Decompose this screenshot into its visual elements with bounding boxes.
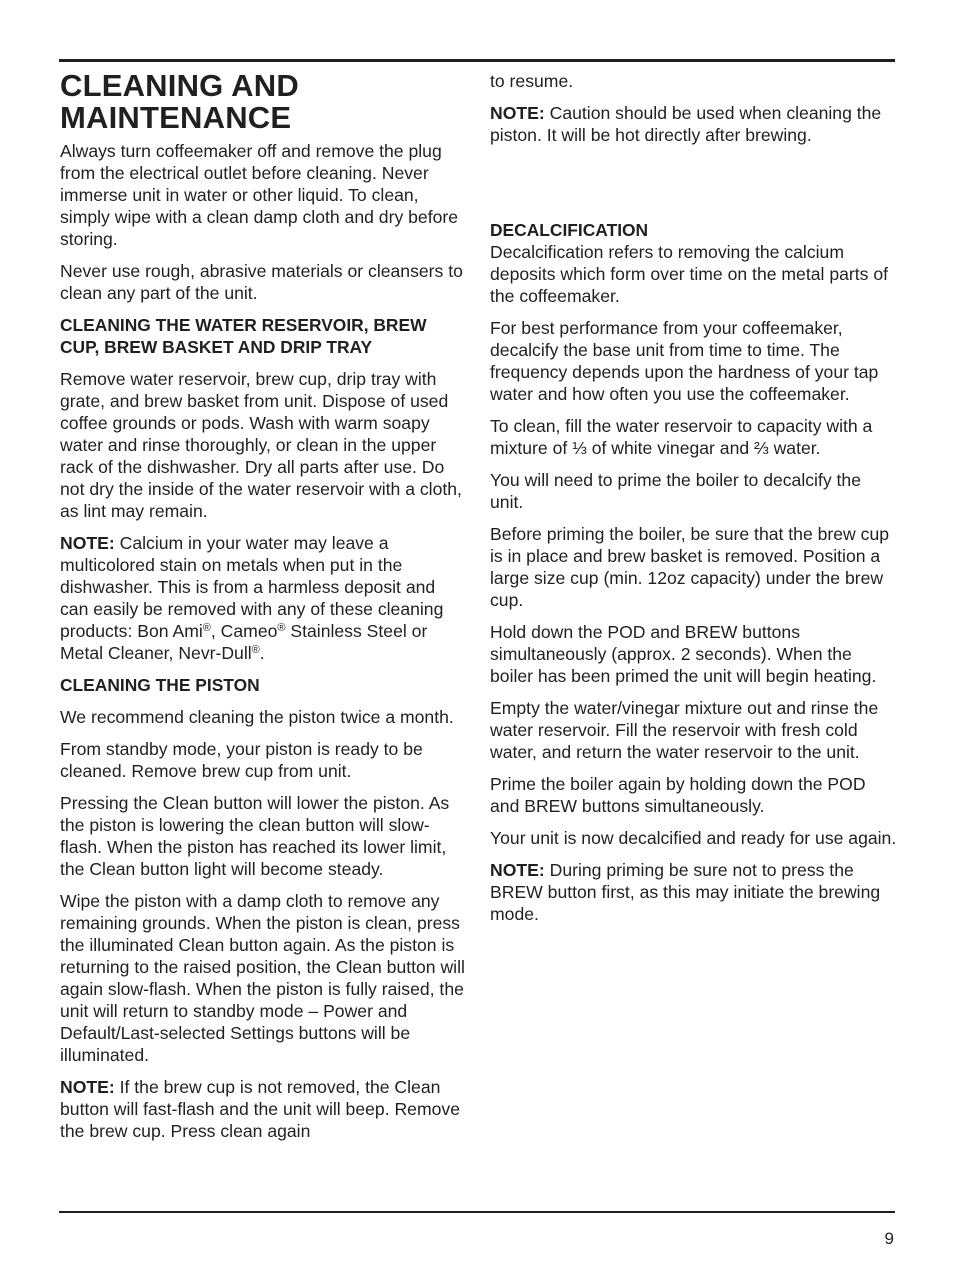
title-line-2: MAINTENANCE	[60, 100, 292, 135]
note-text: Caution should be used when cleaning the piston. It will be hot directly after brewing.	[490, 103, 882, 145]
decalc-paragraph-3: To clean, fill the water reservoir to capacity with a mixture of ⅓ of white vinegar and ⅔ water.	[490, 416, 873, 458]
reservoir-paragraph: Remove water reservoir, brew cup, drip tray with grate, and brew basket from unit. Dispose of used coffee grounds or pods. Wash with warm soapy water and rinse thoroughly, or clean in the upper rack of the dishwasher. Dry all parts after use. Do not dry the inside of the water reservoir with a cloth, as lint may remain.	[60, 369, 462, 521]
right-column	[490, 70, 898, 935]
reservoir-heading: CLEANING THE WATER RESERVOIR, BREW CUP, BREW BASKET AND DRIP TRAY	[60, 315, 427, 357]
decalc-paragraph-7: Empty the water/vinegar mixture out and rinse the water reservoir. Fill the reservoir with fresh cold water, and return the water reservoir to the unit.	[490, 698, 879, 762]
decalc-paragraph-5: Before priming the boiler, be sure that the brew cup is in place and brew basket is removed. Position a large size cup (min. 12oz capacity) under the brew cup.	[490, 524, 890, 610]
decalc-paragraph-1: Decalcification refers to removing the calcium deposits which form over time on the metal parts of the coffeemaker.	[490, 242, 888, 306]
piston-paragraph-4: Wipe the piston with a damp cloth to remove any remaining grounds. When the piston is clean, press the illuminated Clean button again. As the piston is returning to the raised position, the Clean button will again slow-flash. When the piston is fully raised, the unit will return to standby mode – Power and Default/Last-selected Settings buttons will be illuminated.	[60, 891, 465, 1065]
bottom-rule	[59, 1211, 895, 1213]
piston-paragraph-3: Pressing the Clean button will lower the piston. As the piston is lowering the clean button will slow-flash. When the piston has reached its lower limit, the Clean button light will become steady.	[60, 793, 450, 879]
note-text: .	[259, 643, 265, 663]
registered-mark: ®	[251, 644, 260, 656]
note-label: NOTE:	[60, 533, 115, 553]
registered-mark: ®	[277, 622, 286, 634]
page-title	[60, 70, 466, 134]
decalc-paragraph-4: You will need to prime the boiler to decalcify the unit.	[490, 470, 861, 512]
piston-paragraph-1: We recommend cleaning the piston twice a month.	[60, 707, 454, 727]
decalc-paragraph-6: Hold down the POD and BREW buttons simultaneously (approx. 2 seconds). When the boiler has been primed the unit will begin heating.	[490, 622, 877, 686]
top-rule	[59, 59, 895, 62]
note-text: , Cameo	[210, 621, 278, 641]
page-number: 9	[884, 1229, 894, 1248]
note-label: NOTE:	[60, 1077, 115, 1097]
piston-note	[60, 1076, 466, 1142]
decalc-paragraph-2: For best performance from your coffeemaker, decalcify the base unit from time to time. The frequency depends upon the hardness of your tap water and how often you use the coffeemaker.	[490, 318, 879, 404]
decalc-paragraph-9: Your unit is now decalcified and ready for use again.	[490, 828, 897, 848]
decalc-paragraph-8: Prime the boiler again by holding down the POD and BREW buttons simultaneously.	[490, 774, 866, 816]
piston-caution-note	[490, 102, 898, 146]
note-label: NOTE:	[490, 103, 545, 123]
title-line-1: CLEANING AND	[60, 68, 299, 103]
piston-heading: CLEANING THE PISTON	[60, 675, 260, 695]
note-label: NOTE:	[490, 860, 545, 880]
note-text: During priming be sure not to press the BREW button first, as this may initiate the brewing mode.	[490, 860, 881, 924]
intro-paragraph-2: Never use rough, abrasive materials or cleansers to clean any part of the unit.	[60, 261, 463, 303]
reservoir-note	[60, 532, 466, 664]
decalc-note	[490, 859, 898, 925]
intro-paragraph-1: Always turn coffeemaker off and remove the plug from the electrical outlet before cleaning. Never immerse unit in water or other liquid. To clean, simply wipe with a clean damp cloth and dry before storing.	[60, 141, 459, 249]
note-text: If the brew cup is not removed, the Clean button will fast-flash and the unit will beep. Remove the brew cup. Press clean again	[60, 1077, 460, 1141]
left-column	[60, 70, 466, 1152]
piston-note-continued: to resume.	[490, 71, 574, 91]
note-text: Calcium in your water may leave a multicolored stain on metals when put in the dishwasher. This is from a harmless deposit and can easily be removed with any of these cleaning products: Bon Ami	[60, 533, 444, 641]
note-text: Stainless Steel or Metal Cleaner, Nevr-Dull	[60, 621, 428, 663]
registered-mark: ®	[202, 622, 211, 634]
piston-paragraph-2: From standby mode, your piston is ready to be cleaned. Remove brew cup from unit.	[60, 739, 423, 781]
decalcification-heading: DECALCIFICATION	[490, 220, 649, 240]
